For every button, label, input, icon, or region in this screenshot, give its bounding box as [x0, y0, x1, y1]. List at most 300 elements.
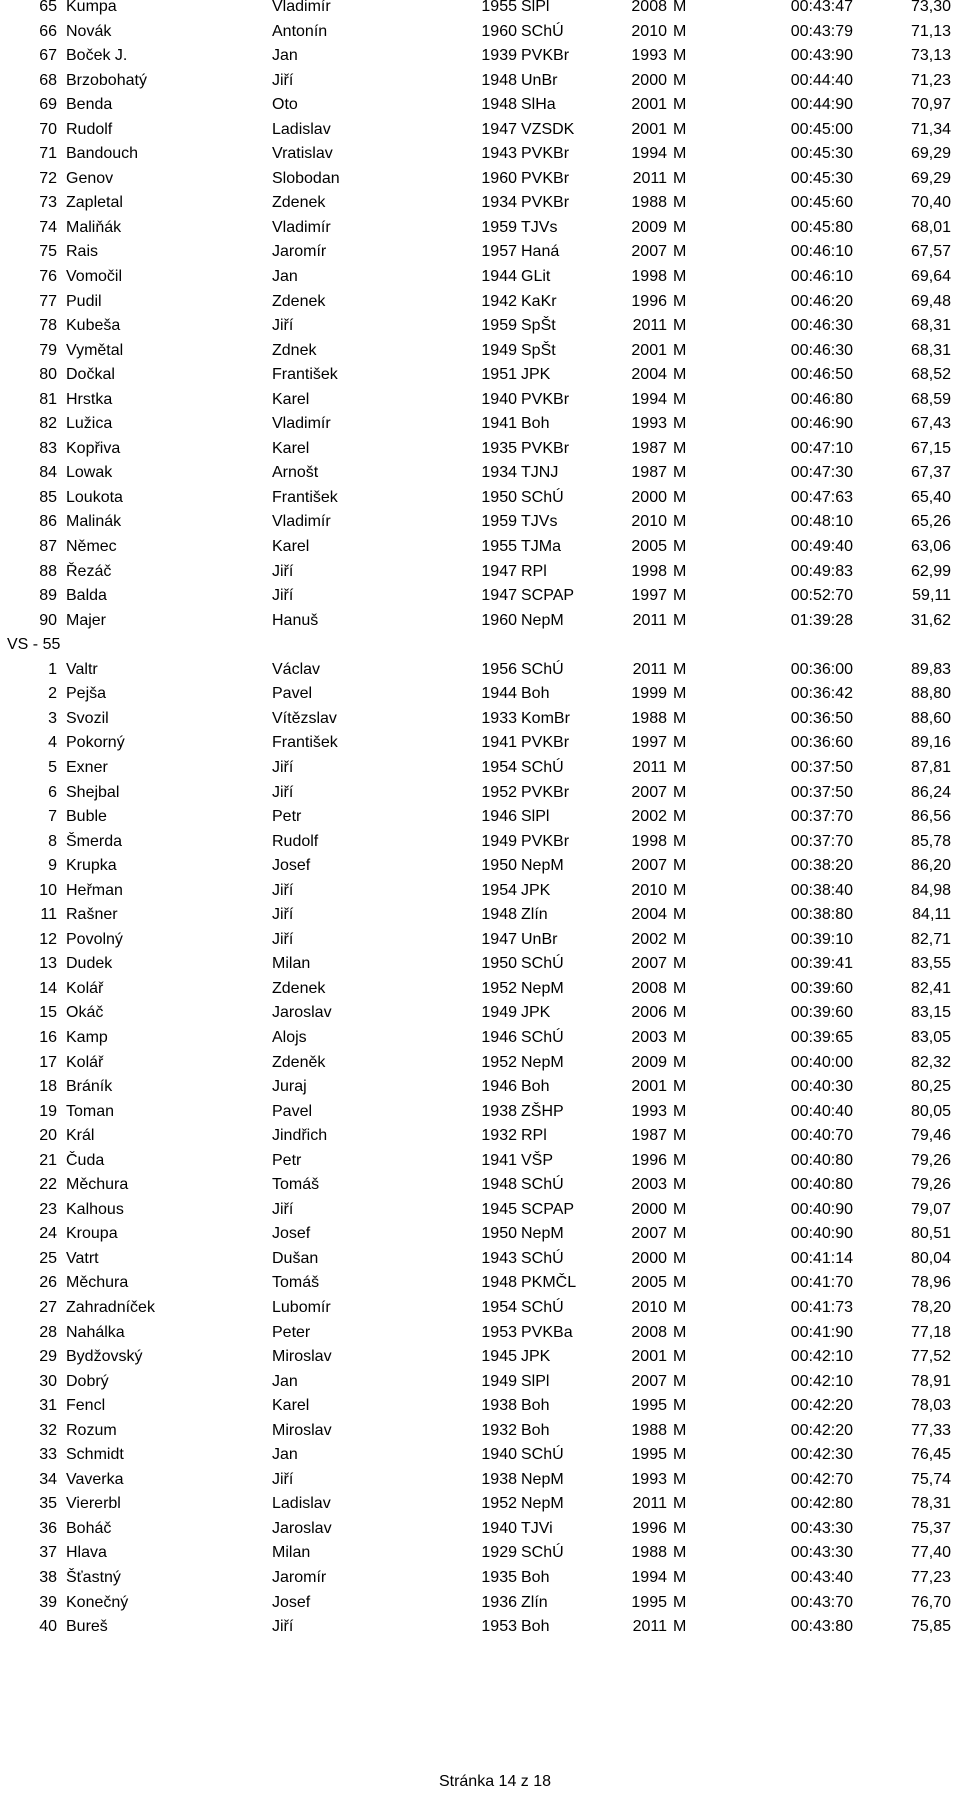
table-row [0, 1345, 960, 1370]
club-cell: UnBr [521, 930, 558, 948]
time-cell: 00:41:70 [790, 1274, 853, 1292]
score-cell: 82,41 [910, 979, 951, 997]
rank-cell: 7 [48, 808, 57, 826]
birth-year-cell: 1941 [481, 734, 517, 752]
birth-year-cell: 1941 [481, 415, 517, 433]
race-year-cell: 2000 [631, 71, 667, 89]
birth-year-cell: 1934 [481, 194, 517, 212]
club-cell: KomBr [521, 709, 570, 727]
race-year-cell: 2007 [631, 1372, 667, 1390]
surname-cell: Benda [66, 96, 113, 114]
firstname-cell: Vratislav [272, 145, 333, 163]
rank-cell: 83 [39, 439, 57, 457]
time-cell: 00:47:63 [790, 488, 853, 506]
firstname-cell: Zdeněk [272, 1053, 326, 1071]
sex-cell: M [673, 930, 687, 948]
time-cell: 00:39:41 [790, 955, 853, 973]
surname-cell: Kalhous [66, 1200, 124, 1218]
surname-cell: Exner [66, 758, 108, 776]
firstname-cell: Jiří [272, 906, 294, 924]
table-row [0, 658, 960, 683]
time-cell: 01:39:28 [790, 611, 853, 629]
birth-year-cell: 1957 [481, 243, 517, 261]
club-cell: Boh [521, 415, 550, 433]
score-cell: 89,83 [910, 660, 951, 678]
club-cell: TJNJ [521, 464, 559, 482]
rank-cell: 27 [39, 1298, 57, 1316]
sex-cell: M [673, 390, 687, 408]
firstname-cell: Slobodan [272, 169, 340, 187]
firstname-cell: Vladimír [272, 218, 331, 236]
race-year-cell: 2000 [631, 1200, 667, 1218]
firstname-cell: Zdenek [272, 194, 326, 212]
score-cell: 80,04 [910, 1249, 951, 1267]
time-cell: 00:40:00 [790, 1053, 853, 1071]
sex-cell: M [673, 783, 687, 801]
time-cell: 00:43:30 [790, 1544, 853, 1562]
surname-cell: Okáč [66, 1004, 104, 1022]
rank-cell: 21 [39, 1151, 57, 1169]
sex-cell: M [673, 587, 687, 605]
birth-year-cell: 1944 [481, 268, 517, 286]
firstname-cell: Zdenek [272, 292, 326, 310]
surname-cell: Pokorný [66, 734, 125, 752]
sex-cell: M [673, 808, 687, 826]
club-cell: SChÚ [521, 758, 564, 776]
score-cell: 79,07 [910, 1200, 951, 1218]
score-cell: 67,15 [910, 439, 951, 457]
sex-cell: M [673, 292, 687, 310]
surname-cell: Loukota [66, 488, 123, 506]
score-cell: 85,78 [910, 832, 951, 850]
score-cell: 80,25 [910, 1078, 951, 1096]
score-cell: 78,91 [910, 1372, 951, 1390]
surname-cell: Rašner [66, 906, 118, 924]
score-cell: 67,43 [910, 415, 951, 433]
sex-cell: M [673, 1151, 687, 1169]
rank-cell: 78 [39, 317, 57, 335]
score-cell: 80,05 [910, 1102, 951, 1120]
sex-cell: M [673, 47, 687, 65]
firstname-cell: Vítězslav [272, 709, 337, 727]
surname-cell: Brzobohatý [66, 71, 147, 89]
firstname-cell: Arnošt [272, 464, 319, 482]
surname-cell: Kubeša [66, 317, 121, 335]
surname-cell: Svozil [66, 709, 109, 727]
time-cell: 00:49:40 [790, 538, 853, 556]
race-year-cell: 2003 [631, 1028, 667, 1046]
table-row [0, 510, 960, 535]
sex-cell: M [673, 955, 687, 973]
firstname-cell: Jaroslav [272, 1519, 332, 1537]
score-cell: 70,40 [910, 194, 951, 212]
table-row [0, 1173, 960, 1198]
score-cell: 79,26 [910, 1151, 951, 1169]
birth-year-cell: 1943 [481, 1249, 517, 1267]
table-row [0, 1296, 960, 1321]
club-cell: PVKBr [521, 194, 570, 212]
club-cell: SChÚ [521, 1544, 564, 1562]
rank-cell: 86 [39, 513, 57, 531]
club-cell: UnBr [521, 71, 558, 89]
page-number: Stránka 14 z 18 [438, 1773, 552, 1790]
time-cell: 00:40:90 [790, 1200, 853, 1218]
club-cell: PVKBa [521, 1323, 573, 1341]
birth-year-cell: 1954 [481, 881, 517, 899]
score-cell: 69,64 [910, 268, 951, 286]
table-row [0, 1443, 960, 1468]
firstname-cell: Petr [272, 808, 302, 826]
club-cell: JPK [521, 881, 551, 899]
score-cell: 69,29 [910, 145, 951, 163]
club-cell: NepM [521, 1053, 564, 1071]
score-cell: 89,16 [910, 734, 951, 752]
sex-cell: M [673, 1544, 687, 1562]
sex-cell: M [673, 611, 687, 629]
rank-cell: 33 [39, 1446, 57, 1464]
sex-cell: M [673, 243, 687, 261]
birth-year-cell: 1948 [481, 1176, 517, 1194]
time-cell: 00:45:60 [790, 194, 853, 212]
club-cell: NepM [521, 1470, 564, 1488]
time-cell: 00:41:14 [790, 1249, 853, 1267]
surname-cell: Kamp [66, 1028, 108, 1046]
birth-year-cell: 1953 [481, 1618, 517, 1636]
table-row [0, 1247, 960, 1272]
birth-year-cell: 1946 [481, 1078, 517, 1096]
table-row [0, 1271, 960, 1296]
category-heading-row [0, 633, 960, 658]
birth-year-cell: 1945 [481, 1200, 517, 1218]
rank-cell: 12 [39, 930, 57, 948]
table-row [0, 388, 960, 413]
rank-cell: 16 [39, 1028, 57, 1046]
rank-cell: 84 [39, 464, 57, 482]
table-row [0, 977, 960, 1002]
table-row [0, 1222, 960, 1247]
birth-year-cell: 1943 [481, 145, 517, 163]
sex-cell: M [673, 513, 687, 531]
surname-cell: Vomočil [66, 268, 123, 286]
score-cell: 68,59 [910, 390, 951, 408]
birth-year-cell: 1960 [481, 169, 517, 187]
surname-cell: Šťastný [66, 1569, 121, 1586]
race-year-cell: 2011 [632, 611, 667, 629]
table-row [0, 1100, 960, 1125]
race-year-cell: 2011 [632, 169, 667, 187]
sex-cell: M [673, 685, 687, 703]
rank-cell: 39 [39, 1593, 57, 1611]
time-cell: 00:46:30 [790, 317, 853, 335]
sex-cell: M [673, 758, 687, 776]
firstname-cell: Dušan [272, 1249, 319, 1267]
time-cell: 00:41:73 [790, 1298, 853, 1316]
table-row [0, 69, 960, 94]
rank-cell: 69 [39, 96, 57, 114]
sex-cell: M [673, 1298, 687, 1316]
birth-year-cell: 1959 [481, 218, 517, 236]
rank-cell: 20 [39, 1127, 57, 1145]
sex-cell: M [673, 194, 687, 212]
surname-cell: Novák [66, 22, 112, 40]
table-row [0, 535, 960, 560]
category-heading: VS - 55 [7, 636, 61, 654]
sex-cell: M [673, 1446, 687, 1464]
surname-cell: Schmidt [66, 1446, 124, 1464]
rank-cell: 85 [39, 488, 57, 506]
rank-cell: 73 [39, 194, 57, 212]
table-row [0, 830, 960, 855]
rank-cell: 77 [39, 292, 57, 310]
surname-cell: Malinák [66, 513, 122, 531]
rank-cell: 37 [39, 1544, 57, 1562]
club-cell: Boh [521, 1618, 550, 1636]
sex-cell: M [673, 1495, 687, 1513]
firstname-cell: Milan [272, 955, 311, 973]
birth-year-cell: 1941 [481, 1151, 517, 1169]
race-year-cell: 2004 [631, 906, 667, 924]
sex-cell: M [673, 218, 687, 236]
race-year-cell: 1994 [631, 390, 667, 408]
firstname-cell: František [272, 734, 338, 752]
birth-year-cell: 1948 [481, 1274, 517, 1292]
firstname-cell: Jiří [272, 317, 294, 335]
time-cell: 00:36:42 [790, 685, 853, 703]
surname-cell: Maliňák [66, 218, 122, 236]
birth-year-cell: 1952 [481, 1495, 517, 1513]
firstname-cell: Josef [272, 857, 311, 875]
rank-cell: 13 [39, 955, 57, 973]
surname-cell: Řezáč [66, 562, 112, 580]
score-cell: 75,74 [910, 1470, 951, 1488]
table-row [0, 1468, 960, 1493]
time-cell: 00:46:90 [790, 415, 853, 433]
rank-cell: 1 [48, 660, 57, 678]
rank-cell: 9 [48, 857, 57, 875]
score-cell: 68,52 [910, 366, 951, 384]
race-year-cell: 2011 [632, 317, 667, 335]
table-row [0, 1615, 960, 1640]
club-cell: Haná [521, 243, 560, 261]
score-cell: 83,05 [910, 1028, 951, 1046]
birth-year-cell: 1959 [481, 317, 517, 335]
race-year-cell: 2007 [631, 783, 667, 801]
time-cell: 00:42:30 [790, 1446, 853, 1464]
time-cell: 00:49:83 [790, 562, 853, 580]
surname-cell: Král [66, 1127, 95, 1145]
sex-cell: M [673, 439, 687, 457]
club-cell: Boh [521, 1078, 550, 1096]
firstname-cell: Karel [272, 1397, 310, 1415]
firstname-cell: František [272, 366, 338, 384]
birth-year-cell: 1932 [481, 1127, 517, 1145]
time-cell: 00:38:20 [790, 857, 853, 875]
score-cell: 77,52 [910, 1348, 951, 1366]
time-cell: 00:40:70 [790, 1127, 853, 1145]
score-cell: 76,45 [910, 1446, 951, 1464]
table-row [0, 952, 960, 977]
time-cell: 00:47:30 [790, 464, 853, 482]
table-row [0, 707, 960, 732]
race-year-cell: 2008 [631, 1323, 667, 1341]
time-cell: 00:40:90 [790, 1225, 853, 1243]
birth-year-cell: 1949 [481, 341, 517, 359]
race-year-cell: 1998 [631, 562, 667, 580]
club-cell: RPl [521, 562, 547, 580]
surname-cell: Bureš [66, 1618, 108, 1636]
birth-year-cell: 1938 [481, 1397, 517, 1415]
race-year-cell: 2009 [631, 218, 667, 236]
race-year-cell: 2001 [631, 1348, 667, 1366]
race-year-cell: 1988 [631, 709, 667, 727]
rank-cell: 34 [39, 1470, 57, 1488]
sex-cell: M [673, 169, 687, 187]
rank-cell: 24 [39, 1225, 57, 1243]
time-cell: 00:39:65 [790, 1028, 853, 1046]
birth-year-cell: 1947 [481, 587, 517, 605]
firstname-cell: Jiří [272, 71, 294, 89]
firstname-cell: Vladimír [272, 0, 331, 15]
time-cell: 00:39:60 [790, 1004, 853, 1022]
birth-year-cell: 1947 [481, 120, 517, 138]
table-row [0, 412, 960, 437]
surname-cell: Pudil [66, 292, 102, 310]
time-cell: 00:45:30 [790, 169, 853, 187]
race-year-cell: 2010 [631, 881, 667, 899]
birth-year-cell: 1949 [481, 1004, 517, 1022]
firstname-cell: Antonín [272, 22, 328, 40]
time-cell: 00:42:10 [790, 1372, 853, 1390]
surname-cell: Zapletal [66, 194, 123, 212]
sex-cell: M [673, 1028, 687, 1046]
club-cell: GLit [521, 268, 551, 286]
race-year-cell: 1993 [631, 1102, 667, 1120]
rank-cell: 82 [39, 415, 57, 433]
table-row [0, 167, 960, 192]
firstname-cell: Jindřich [272, 1127, 328, 1145]
sex-cell: M [673, 268, 687, 286]
surname-cell: Krupka [66, 857, 117, 875]
rank-cell: 67 [39, 47, 57, 65]
time-cell: 00:45:00 [790, 120, 853, 138]
sex-cell: M [673, 660, 687, 678]
table-row [0, 854, 960, 879]
firstname-cell: Jiří [272, 562, 294, 580]
race-year-cell: 1997 [631, 587, 667, 605]
rank-cell: 11 [40, 906, 57, 924]
birth-year-cell: 1949 [481, 832, 517, 850]
firstname-cell: Karel [272, 538, 310, 556]
time-cell: 00:42:70 [790, 1470, 853, 1488]
race-year-cell: 2001 [631, 120, 667, 138]
score-cell: 86,56 [910, 808, 951, 826]
table-row [0, 1001, 960, 1026]
firstname-cell: Miroslav [272, 1348, 332, 1366]
birth-year-cell: 1955 [481, 0, 517, 15]
sex-cell: M [673, 979, 687, 997]
surname-cell: Rais [66, 243, 99, 261]
surname-cell: Lužica [66, 415, 113, 433]
sex-cell: M [673, 1274, 687, 1292]
score-cell: 77,40 [910, 1544, 951, 1562]
race-year-cell: 2000 [631, 1249, 667, 1267]
firstname-cell: Juraj [272, 1078, 307, 1096]
score-cell: 83,55 [910, 955, 951, 973]
surname-cell: Nahálka [66, 1323, 125, 1341]
time-cell: 00:37:50 [790, 783, 853, 801]
birth-year-cell: 1934 [481, 464, 517, 482]
birth-year-cell: 1940 [481, 1519, 517, 1537]
rank-cell: 2 [48, 685, 57, 703]
time-cell: 00:43:40 [790, 1569, 853, 1586]
firstname-cell: Alojs [272, 1028, 307, 1046]
race-year-cell: 2010 [631, 1298, 667, 1316]
surname-cell: Bandouch [66, 145, 139, 163]
firstname-cell: Josef [272, 1593, 311, 1611]
surname-cell: Bráník [66, 1078, 113, 1096]
rank-cell: 10 [39, 881, 57, 899]
score-cell: 65,40 [910, 488, 951, 506]
sex-cell: M [673, 71, 687, 89]
surname-cell: Lowak [66, 464, 113, 482]
time-cell: 00:43:79 [790, 22, 853, 40]
page-footer [0, 1773, 960, 1791]
surname-cell: Buble [66, 808, 107, 826]
sex-cell: M [673, 1519, 687, 1537]
firstname-cell: Ladislav [272, 120, 331, 138]
sex-cell: M [673, 488, 687, 506]
race-year-cell: 1995 [631, 1446, 667, 1464]
firstname-cell: Ladislav [272, 1495, 331, 1513]
rank-cell: 23 [39, 1200, 57, 1218]
firstname-cell: Jaromír [272, 243, 327, 261]
surname-cell: Viererbl [66, 1495, 121, 1513]
birth-year-cell: 1950 [481, 857, 517, 875]
club-cell: SCPAP [521, 587, 575, 605]
rank-cell: 6 [48, 783, 57, 801]
time-cell: 00:42:20 [790, 1397, 853, 1415]
score-cell: 59,11 [912, 587, 951, 605]
time-cell: 00:41:90 [790, 1323, 853, 1341]
score-cell: 78,96 [910, 1274, 951, 1292]
birth-year-cell: 1950 [481, 955, 517, 973]
time-cell: 00:47:10 [790, 439, 853, 457]
score-cell: 73,30 [910, 0, 951, 15]
table-row [0, 339, 960, 364]
birth-year-cell: 1952 [481, 1053, 517, 1071]
rank-cell: 4 [48, 734, 57, 752]
time-cell: 00:48:10 [790, 513, 853, 531]
sex-cell: M [673, 1078, 687, 1096]
table-row [0, 781, 960, 806]
race-year-cell: 2008 [631, 979, 667, 997]
time-cell: 00:39:60 [790, 979, 853, 997]
race-year-cell: 2006 [631, 1004, 667, 1022]
sex-cell: M [673, 22, 687, 40]
time-cell: 00:43:47 [790, 0, 853, 15]
surname-cell: Povolný [66, 930, 123, 948]
rank-cell: 68 [39, 71, 57, 89]
table-row [0, 240, 960, 265]
score-cell: 87,81 [910, 758, 951, 776]
firstname-cell: Petr [272, 1151, 302, 1169]
table-row [0, 928, 960, 953]
sex-cell: M [673, 857, 687, 875]
race-year-cell: 2007 [631, 1225, 667, 1243]
race-year-cell: 2011 [632, 758, 667, 776]
birth-year-cell: 1950 [481, 1225, 517, 1243]
time-cell: 00:39:10 [790, 930, 853, 948]
